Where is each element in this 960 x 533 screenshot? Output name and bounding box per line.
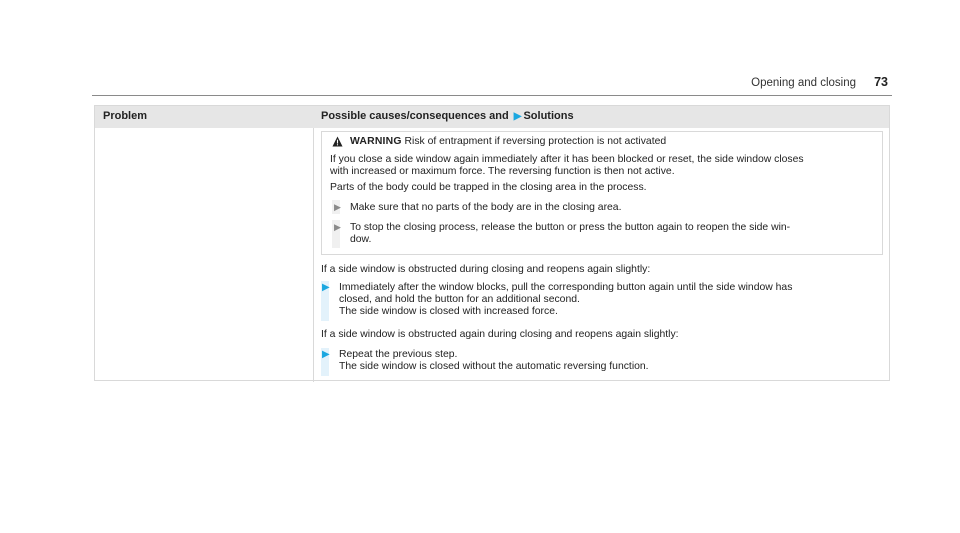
warning-step-2a: To stop the closing process, release the button or press the button again to reopen the side win- <box>350 222 791 233</box>
intro-obstructed: If a side window is obstructed during closing and reopens again slightly: <box>321 264 651 275</box>
page-header <box>92 73 892 96</box>
step-b-result: The side window is closed without the automatic reversing function. <box>339 361 649 372</box>
warning-paragraph-1a: If you close a side window again immediately after it has been blocked or reset, the side window closes <box>330 154 804 165</box>
warning-paragraph-2: Parts of the body could be trapped in the closing area in the process. <box>330 182 647 193</box>
problem-solution-table <box>94 105 890 381</box>
warning-title: Risk of entrapment if reversing protection is not activated <box>404 136 667 147</box>
step-b-line-1: Repeat the previous step. <box>339 349 458 360</box>
column-header-problem: Problem <box>103 110 148 122</box>
step-a-result: The side window is closed with increased force. <box>339 306 558 317</box>
page-number: 73 <box>874 75 888 89</box>
column-header-solutions-text: Possible causes/consequences and <box>321 110 509 122</box>
warning-label: WARNING <box>350 136 402 147</box>
play-arrow-icon: ▶ <box>322 349 330 360</box>
play-arrow-icon: ▶ <box>513 111 522 122</box>
column-header-solutions-label: Solutions <box>523 110 574 122</box>
warning-triangle-icon <box>332 136 343 147</box>
warning-step-1: Make sure that no parts of the body are in the closing area. <box>350 202 622 213</box>
column-divider <box>313 128 314 382</box>
warning-paragraph-1b: with increased or maximum force. The reversing function is then not active. <box>330 166 675 177</box>
warning-heading <box>350 136 666 149</box>
intro-obstructed-again: If a side window is obstructed again during closing and reopens again slightly: <box>321 329 679 340</box>
warning-box <box>321 131 883 255</box>
table-header <box>95 106 889 128</box>
play-arrow-icon: ▶ <box>334 202 341 212</box>
step-a-line-1: Immediately after the window blocks, pull the corresponding button again until the side window has <box>339 282 793 293</box>
column-header-solutions <box>321 110 574 122</box>
warning-step-2b: dow. <box>350 234 372 245</box>
section-title: Opening and closing <box>751 77 856 89</box>
play-arrow-icon: ▶ <box>322 282 330 293</box>
play-arrow-icon: ▶ <box>334 222 341 232</box>
step-a-line-2: closed, and hold the button for an additional second. <box>339 294 580 305</box>
